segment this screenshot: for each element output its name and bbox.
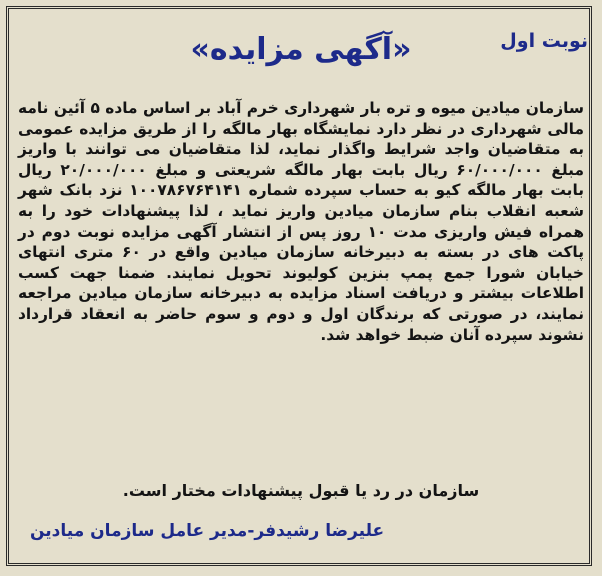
signature-block [30, 521, 570, 541]
publication-turn-label: نوبت اول [500, 30, 588, 52]
notice-closing-statement: سازمان در رد یا قبول پیشنهادات مختار است. [122, 481, 480, 500]
signature: علیرضا رشیدفر-مدیر عامل سازمان میادین [30, 521, 385, 541]
notice-body: سازمان میادین میوه و تره بار شهرداری خرم آباد بر اساس ماده ۵ آئین نامه مالی شهرداری در نظر دارد نمایشگاه بهار مالگه را از طریق مزایده عمومی به متقاضیان واجد شرایط واگذار نماید، لذا متقاضیان می توانند با واریز مبلغ ۶۰/۰۰۰/۰۰۰ ریال بابت بهار مالگه شریعتی و مبلغ ۲۰/۰۰۰/۰۰۰ ریال بابت بهار مالگه کیو به حساب سپرده شماره ۱۰۰۷۸۶۷۶۴۱۴۱ نزد بانک شهر شعبه انقلاب بنام سازمان میادین واریز نماید ، لذا پیشنهادات خود را به همراه فیش واریزی مدت ۱۰ روز پس از انتشار آگهی مزایده نوبت دوم در پاکت های در بسته به دبیرخانه سازمان میادین واقع در ۶۰ متری انتهای خیابان شورا جمع پمپ بنزین کولیوند تحویل نمایند. ضمنا جهت کسب اطلاعات بیشتر و دریافت اسناد مزایده به دبیرخانه سازمان میادین مراجعه نمایند، در صورتی که برندگان اول و دوم و سوم حاضر به انعقاد قرارداد نشوند سپرده آنان ضبط خواهد شد. [18, 99, 584, 344]
notice-title: «آگهی مزایده» [190, 32, 412, 67]
